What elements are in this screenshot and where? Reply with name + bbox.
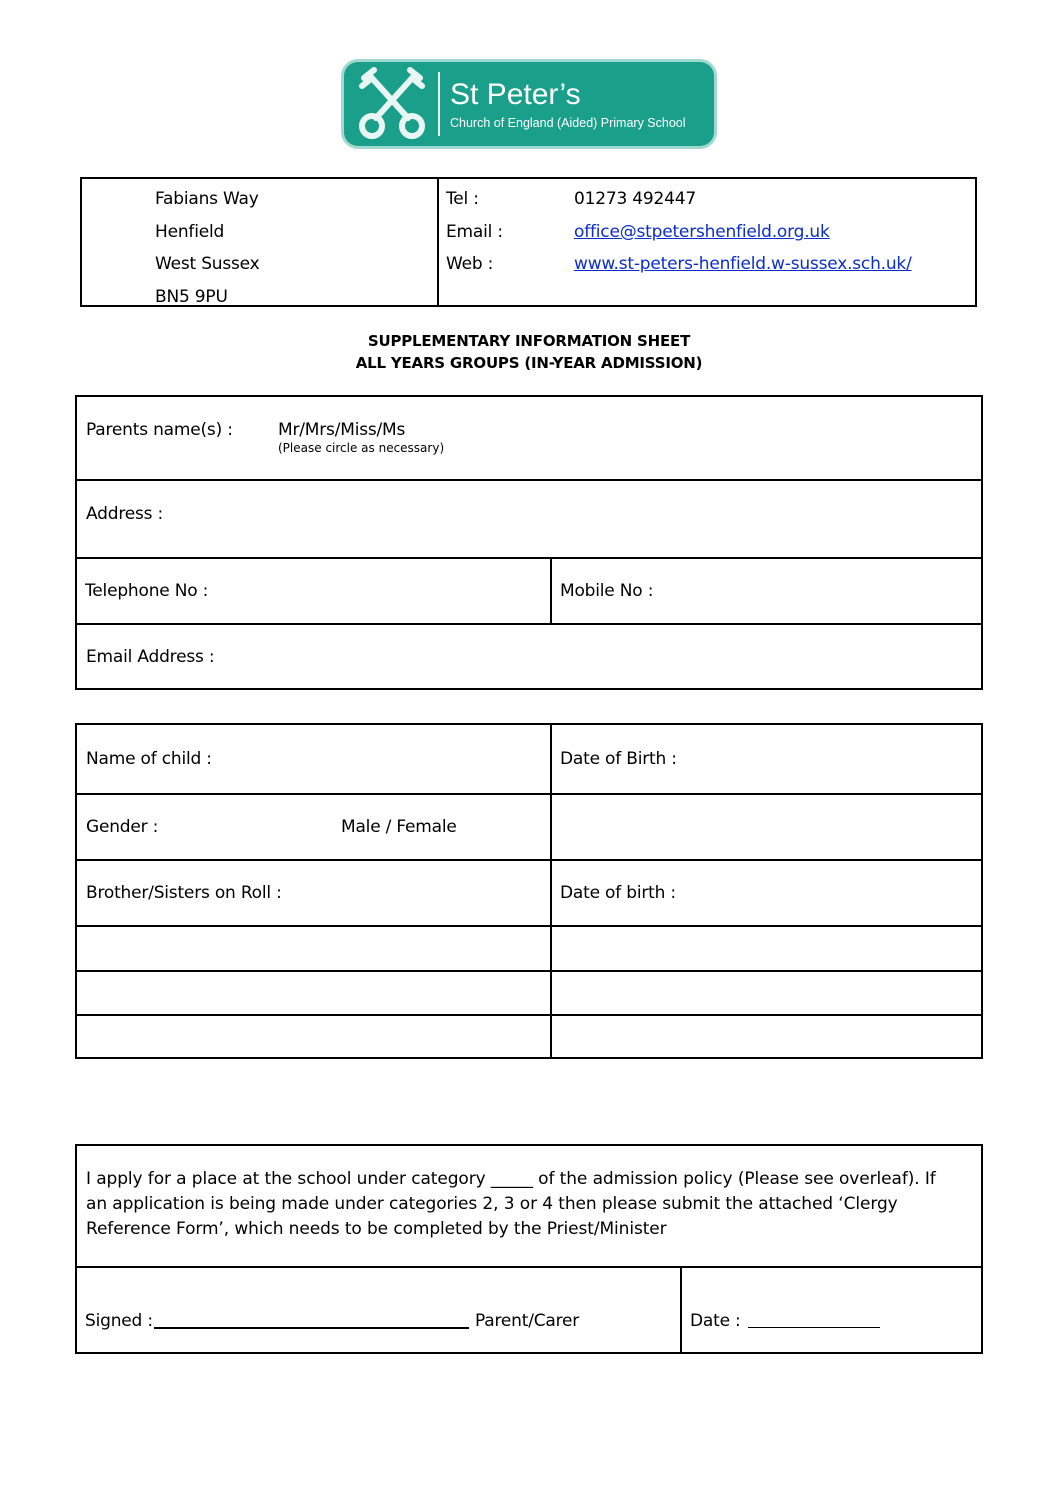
col-divider <box>550 557 552 623</box>
date-line[interactable] <box>748 1327 880 1328</box>
date-label: Date : <box>690 1311 741 1331</box>
application-text-line-3: Reference Form’, which needs to be completed by the Priest/Minister <box>86 1219 667 1239</box>
circle-note: (Please circle as necessary) <box>278 441 445 455</box>
address-field-label: Address : <box>86 504 164 524</box>
title-options[interactable]: Mr/Mrs/Miss/Ms <box>278 420 406 440</box>
tel-value: 01273 492447 <box>574 189 696 209</box>
row-divider <box>77 623 981 625</box>
gender-options[interactable]: Male / Female <box>341 817 457 837</box>
contact-divider <box>437 179 439 305</box>
siblings-label: Brother/Sisters on Roll : <box>86 883 282 903</box>
logo-school-subtitle: Church of England (Aided) Primary School <box>450 116 686 130</box>
col-divider <box>680 1266 682 1354</box>
row-divider <box>77 793 981 795</box>
signature-line[interactable] <box>154 1327 469 1329</box>
row-divider <box>77 557 981 559</box>
telephone-field-label: Telephone No : <box>85 581 209 601</box>
tel-label: Tel : <box>446 189 479 209</box>
application-text-line-1: I apply for a place at the school under category _____ of the admission policy (Please see overleaf). If <box>86 1169 936 1189</box>
row-divider <box>77 859 981 861</box>
form-subtitle: ALL YEARS GROUPS (IN-YEAR ADMISSION) <box>355 354 703 372</box>
logo-school-name: St Peter’s <box>450 78 581 111</box>
child-dob-label: Date of Birth : <box>560 749 677 769</box>
parents-name-label: Parents name(s) : <box>86 420 233 440</box>
sibling-dob-label: Date of birth : <box>560 883 676 903</box>
row-divider <box>77 925 981 927</box>
row-divider <box>77 479 981 481</box>
crossed-keys-icon <box>350 66 434 142</box>
form-title: SUPPLEMENTARY INFORMATION SHEET <box>367 332 691 350</box>
address-line-3: West Sussex <box>155 254 260 274</box>
email-field-label: Email Address : <box>86 647 215 667</box>
signed-label: Signed : <box>85 1311 153 1331</box>
address-line-1: Fabians Way <box>155 189 259 209</box>
col-divider <box>550 725 552 1057</box>
web-label: Web : <box>446 254 494 274</box>
logo-divider <box>438 72 440 136</box>
address-line-2: Henfield <box>155 222 225 242</box>
application-text-line-2: an application is being made under categories 2, 3 or 4 then please submit the attached ‘Clergy <box>86 1194 898 1214</box>
school-logo <box>344 62 714 146</box>
row-divider <box>77 970 981 972</box>
email-label: Email : <box>446 222 503 242</box>
email-link[interactable]: office@stpetershenfield.org.uk <box>574 222 830 242</box>
address-postcode: BN5 9PU <box>155 287 228 307</box>
gender-label: Gender : <box>86 817 159 837</box>
web-link[interactable]: www.st-peters-henfield.w-sussex.sch.uk/ <box>574 254 912 274</box>
parent-carer-label: Parent/Carer <box>475 1311 580 1331</box>
child-name-label: Name of child : <box>86 749 212 769</box>
row-divider <box>77 1014 981 1016</box>
row-divider <box>77 1266 981 1268</box>
mobile-field-label: Mobile No : <box>560 581 654 601</box>
